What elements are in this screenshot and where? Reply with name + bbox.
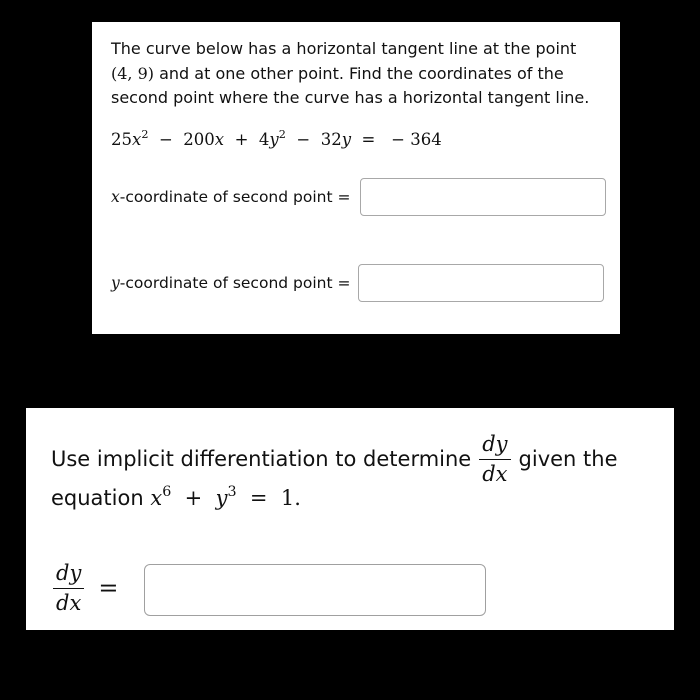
dy-dx-fraction [479, 433, 510, 484]
y-coordinate-label [111, 263, 350, 303]
x-label-text: -coordinate of second point = [119, 188, 351, 206]
eq-op1: − [158, 130, 173, 149]
y-coordinate-input[interactable] [358, 264, 604, 302]
prompt-line-1: The curve below has a horizontal tangent line at the point [111, 39, 577, 58]
eq-equals: = [361, 130, 376, 149]
eq2-var1: x [150, 486, 163, 510]
eq-op2: + [234, 130, 249, 149]
derivative-answer-row [53, 556, 136, 620]
eq2-equals: = [249, 486, 268, 510]
eq-term2-var: x [214, 130, 225, 149]
eq2-exp1: 6 [162, 484, 172, 501]
eq-op3: − [296, 130, 311, 149]
problem-2-prompt-line-1 [51, 432, 618, 486]
x-coordinate-label [111, 177, 350, 217]
given-point: (4, 9) [111, 63, 155, 83]
eq2-rhs: 1. [280, 486, 301, 510]
answer-fraction-bar [53, 588, 84, 589]
derivative-input[interactable] [144, 564, 486, 616]
answer-frac-numerator: dy [56, 561, 82, 586]
eq-term2-coef: 200 [183, 130, 215, 149]
prompt-before: Use implicit differentiation to determine [51, 447, 472, 471]
y-var: y [111, 274, 120, 292]
implicit-equation [150, 486, 301, 510]
eq-term3-coef: 4 [258, 130, 270, 149]
fraction-bar [479, 459, 510, 460]
problem-2-prompt-line-2 [51, 486, 301, 510]
x-var: x [111, 188, 120, 206]
eq-term4-var: y [341, 130, 352, 149]
prompt-line-2: and at one other point. Find the coordinates of the [159, 63, 564, 83]
answer-equals: = [98, 574, 119, 602]
eq2-exp2: 3 [227, 484, 237, 501]
eq2-var2: y [215, 486, 228, 510]
prompt-line-3: second point where the curve has a horizontal tangent line. [111, 88, 590, 107]
eq-rhs: − 364 [391, 130, 442, 149]
problem-card-implicit-differentiation [26, 408, 674, 630]
prompt-after: given the [518, 447, 618, 471]
eq-term1-exp: 2 [141, 128, 149, 142]
eq2-plus: + [184, 486, 203, 510]
eq-term3-var: y [269, 130, 279, 149]
x-coordinate-input[interactable] [360, 178, 606, 216]
frac-denominator: dx [482, 461, 508, 486]
answer-dy-dx-fraction [53, 562, 84, 613]
eq-term4-coef: 32 [320, 130, 342, 149]
eq-term3-exp: 2 [278, 128, 286, 142]
frac-numerator: dy [482, 432, 508, 457]
eq-term1-coef: 25 [111, 130, 132, 149]
eq-term1-var: x [132, 130, 142, 149]
equation-prefix: equation [51, 486, 144, 510]
problem-1-prompt [111, 37, 616, 111]
curve-equation [111, 130, 442, 149]
answer-frac-denominator: dx [56, 590, 82, 615]
problem-card-horizontal-tangent [92, 22, 620, 334]
y-label-text: -coordinate of second point = [119, 274, 351, 292]
